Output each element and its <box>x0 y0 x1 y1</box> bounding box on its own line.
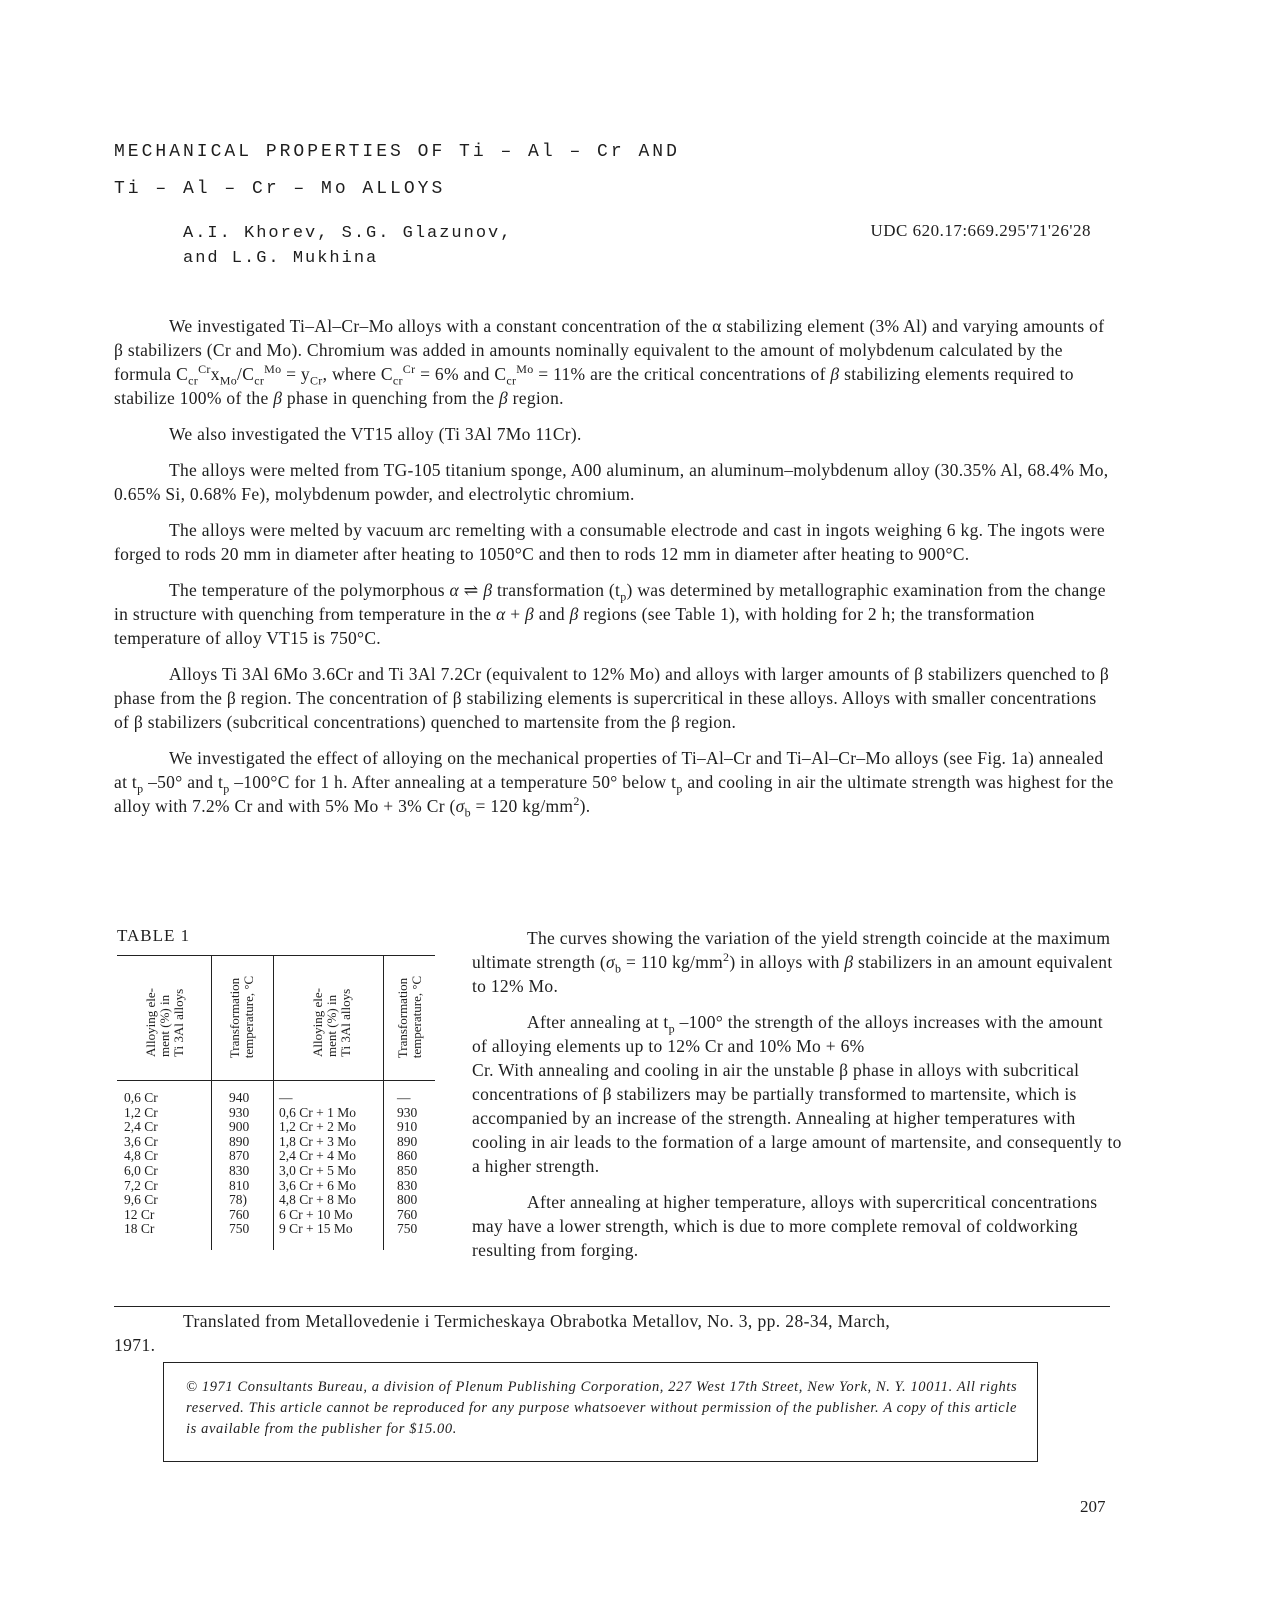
article-body <box>114 314 1114 830</box>
translation-note <box>114 1309 1114 1357</box>
table-divider <box>211 955 212 1250</box>
paragraph-4: The alloys were melted by vacuum arc remelting with a consumable electrode and cast in ingots weighing 6 kg. The ingots were forged to rods 20 mm in diameter after heating to 1050°C and then to rods 12 mm in diameter after heating to 900°C. <box>114 520 1105 564</box>
translation-line-2: 1971. <box>114 1335 156 1355</box>
table-header-cell <box>386 957 434 1077</box>
paragraph-5: The temperature of the polymorphous α ⇌ β transformation $(t_p)$ was determined by metallographic examination from the change in structure with quenching from temperature in the α + β and β regions (see Table 1), with holding for 2 h; the transformation temperature of alloy VT15 is 750°C. <box>114 580 1106 648</box>
table-caption: TABLE 1 <box>117 926 191 945</box>
translation-line-1: Translated from Metallovedenie i Termicheskaya Obrabotka Metallov, No. 3, pp. 28-34, March, <box>183 1311 891 1331</box>
table-header-cell <box>292 957 372 1077</box>
paragraph-3: The alloys were melted from TG-105 titanium sponge, A00 aluminum, an aluminum–molybdenum alloy (30.35% Al, 68.4% Mo, 0.65% Si, 0.68% Fe), molybdenum powder, and electrolytic chromium. <box>114 460 1109 504</box>
page-number: 207 <box>1080 1497 1106 1516</box>
table-1 <box>117 955 435 1250</box>
table-top-rule <box>117 955 435 956</box>
table-header-cell <box>214 957 270 1077</box>
right-column-text <box>472 926 1122 1274</box>
copyright-box <box>163 1362 1038 1462</box>
table-header-cell <box>125 957 205 1077</box>
title-line-2: Ti – Al – Cr – Mo ALLOYS <box>114 179 446 199</box>
right-paragraph-2b: Cr. With annealing and cooling in air the unstable β phase in alloys with subcritical concentrations of β stabilizers may be partially transformed to martensite, which is accompanied by an increase of the strength. Annealing at higher temperatures with cooling in air leads to the formation of a large amount of martensite, and consequently to a higher strength. <box>472 1060 1122 1176</box>
table-column-temp: 940 930 900 890 870 830 810 78) 760 750 <box>229 1090 250 1237</box>
copyright-text: © 1971 Consultants Bureau, a division of Plenum Publishing Corporation, 227 West 17th Street, New York, N. Y. 10011. All rights reserved. This article cannot be reproduced for any purpose whatsoever without permission of the publisher. A copy of this article is available from the publisher for $15.00. <box>186 1379 1018 1437</box>
paragraph-7: We investigated the effect of alloying on the mechanical properties of Ti–Al–Cr and Ti–Al–Cr–Mo alloys (see Fig. 1a) annealed at $t_p$ –50° and $t_p$ –100°C for 1 h. After annealing at a temperature 50° below $t_p$ and cooling in air the ultimate strength was highest for the alloy with 7.2% Cr and with 5% Mo + 3% Cr ($\sigma_b = 120$ $kg/mm^2$). <box>114 748 1114 820</box>
paragraph-2: We also investigated the VT15 alloy (Ti 3Al 7Mo 11Cr). <box>169 424 582 444</box>
table-divider <box>383 955 384 1250</box>
table-header-rule <box>117 1080 435 1081</box>
paragraph-1-text: We investigated Ti–Al–Cr–Mo alloys with a constant concentration of the α stabilizing element (3% Al) and varying amounts of β stabilizers (Cr and Mo). Chromium was added in amounts nominally equivalent to the amount of molybdenum calculated by the formula C <box>114 316 1105 384</box>
right-paragraph-1: The curves showing the variation of the yield strength coincide at the maximum ultimate strength ($\sigma_b = 110$ $kg/mm^2$) in alloys with β stabilizers in an amount equivalent to 12% Mo. <box>472 928 1113 996</box>
table-divider <box>273 955 274 1250</box>
header-transformation-temp: Transformation temperature, °C <box>395 975 425 1059</box>
header-alloying-element: Alloying ele- ment (%) in Ti 3Al alloys <box>143 988 186 1057</box>
header-transformation-temp: Transformation temperature, °C <box>227 975 257 1059</box>
table-column-crmo: — 0,6 Cr + 1 Mo 1,2 Cr + 2 Mo 1,8 Cr + 3 Mo 2,4 Cr + 4 Mo 3,0 Cr + 5 Mo 3,6 Cr + 6 Mo 4,8 Cr + 8 Mo 6 Cr + 10 Mo 9 Cr + 15 Mo <box>279 1090 356 1237</box>
authors-line-1: A.I. Khorev, S.G. Glazunov, <box>183 224 513 243</box>
right-paragraph-2a: After annealing at $t_p$ –100° the strength of the alloys increases with the amount of alloying elements up to 12% Cr and 10% Mo + 6% <box>472 1012 1103 1056</box>
footnote-rule <box>114 1306 1110 1307</box>
right-paragraph-3: After annealing at higher temperature, alloys with supercritical concentrations may have a lower strength, which is due to more complete removal of coldworking resulting from forging. <box>472 1192 1098 1260</box>
table-column-temp: — 930 910 890 860 850 830 800 760 750 <box>397 1090 418 1237</box>
header-alloying-element: Alloying ele- ment (%) in Ti 3Al alloys <box>310 988 353 1057</box>
title-line-1: MECHANICAL PROPERTIES OF Ti – Al – Cr AND <box>114 142 680 162</box>
paragraph-1: We investigated Ti–Al–Cr–Mo alloys with a constant concentration of the α stabilizing element (3% Al) and varying amounts of β stabilizers (Cr and Mo). Chromium was added in amounts nominally equivalent to the amount of molybdenum calculated by the formula $C_{cr}^{Cr}x_{Mo}/C_{cr}^{Mo} = y_{Cr}$, where $C_{cr}^{Cr} = 6\%$ and $C_{cr}^{Mo} = 11\%$ are the critical concentrations of β stabilizing elements required to stabilize 100% of the β phase in quenching from the β region. <box>114 316 1105 408</box>
paragraph-6: Alloys Ti 3Al 6Mo 3.6Cr and Ti 3Al 7.2Cr (equivalent to 12% Mo) and alloys with larger amounts of β stabilizers quenched to β phase from the β region. The concentration of β stabilizing elements is supercritical in these alloys. Alloys with smaller concentrations of β stabilizers (subcritical concentrations) quenched to martensite from the β region. <box>114 664 1110 732</box>
authors-line-2: and L.G. Mukhina <box>183 249 379 268</box>
udc-code: UDC 620.17:669.295'71'26'28 <box>870 221 1091 240</box>
article-title <box>114 134 680 208</box>
author-list <box>183 221 512 271</box>
table-column-cr: 0,6 Cr 1,2 Cr 2,4 Cr 3,6 Cr 4,8 Cr 6,0 Cr 7,2 Cr 9,6 Cr 12 Cr 18 Cr <box>124 1090 158 1237</box>
